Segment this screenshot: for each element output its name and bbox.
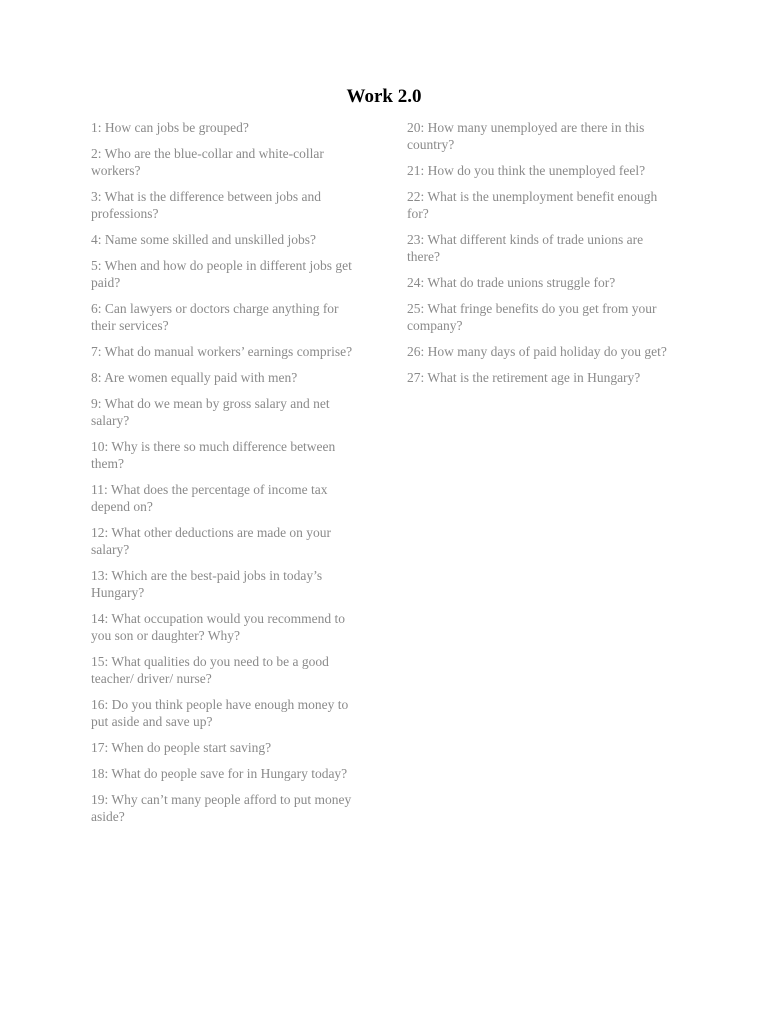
question-item: 5: When and how do people in different jobs get paid? bbox=[91, 258, 352, 290]
question-item: 22: What is the unemployment benefit enough for? bbox=[407, 189, 658, 221]
question-list-left bbox=[91, 119, 363, 834]
question-item: 24: What do trade unions struggle for? bbox=[407, 275, 616, 290]
question-item: 3: What is the difference between jobs and professions? bbox=[91, 189, 322, 221]
question-item: 9: What do we mean by gross salary and net salary? bbox=[91, 396, 330, 428]
page-title: Work 2.0 bbox=[346, 86, 422, 107]
question-item: 7: What do manual workers’ earnings comprise? bbox=[91, 344, 353, 359]
question-item: 10: Why is there so much difference between them? bbox=[91, 439, 336, 471]
question-item: 11: What does the percentage of income tax depend on? bbox=[91, 482, 328, 514]
question-item: 23: What different kinds of trade unions are there? bbox=[407, 232, 644, 264]
question-item: 26: How many days of paid holiday do you get? bbox=[407, 344, 667, 359]
question-item: 12: What other deductions are made on your salary? bbox=[91, 525, 332, 557]
question-item: 20: How many unemployed are there in this country? bbox=[407, 120, 645, 152]
question-item: 19: Why can’t many people afford to put money aside? bbox=[91, 792, 352, 824]
question-item: 15: What qualities do you need to be a good teacher/ driver/ nurse? bbox=[91, 654, 329, 686]
question-item: 8: Are women equally paid with men? bbox=[91, 370, 298, 385]
question-item: 6: Can lawyers or doctors charge anything for their services? bbox=[91, 301, 339, 333]
question-item: 27: What is the retirement age in Hungary? bbox=[407, 370, 641, 385]
question-item: 16: Do you think people have enough money to put aside and save up? bbox=[91, 697, 349, 729]
question-item: 17: When do people start saving? bbox=[91, 740, 272, 755]
question-item: 1: How can jobs be grouped? bbox=[91, 120, 249, 135]
question-item: 21: How do you think the unemployed feel? bbox=[407, 163, 646, 178]
question-item: 4: Name some skilled and unskilled jobs? bbox=[91, 232, 316, 247]
question-list-right bbox=[407, 119, 677, 395]
question-item: 14: What occupation would you recommend to you son or daughter? Why? bbox=[91, 611, 345, 643]
question-item: 13: Which are the best-paid jobs in today’s Hungary? bbox=[91, 568, 323, 600]
question-item: 25: What fringe benefits do you get from your company? bbox=[407, 301, 657, 333]
question-item: 2: Who are the blue-collar and white-collar workers? bbox=[91, 146, 324, 178]
question-item: 18: What do people save for in Hungary today? bbox=[91, 766, 348, 781]
